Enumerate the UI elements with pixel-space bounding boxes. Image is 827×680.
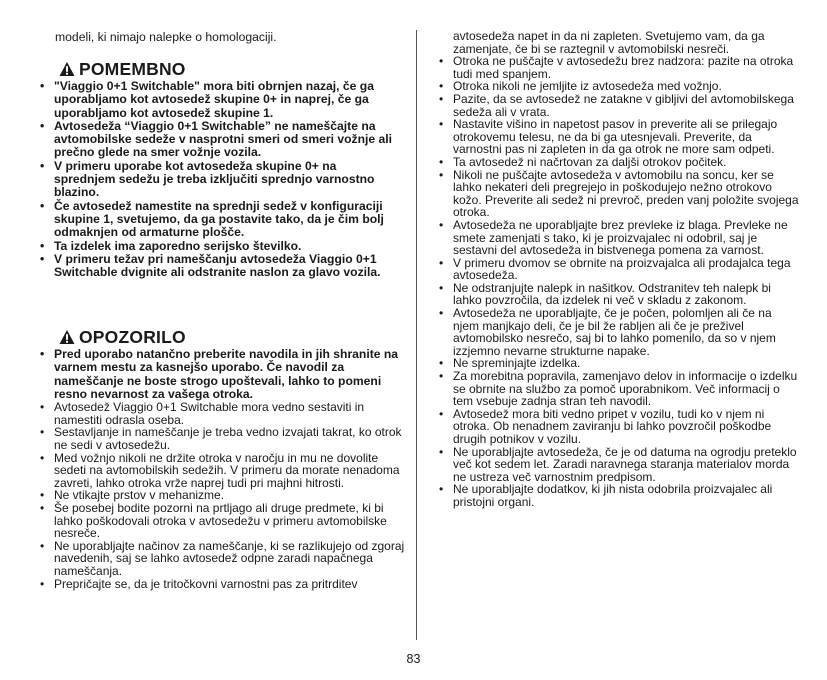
list-item: • Nikoli ne puščajte avtosedeža v avtomobilu na soncu, ker se lahko nekateri deli pregrejejo in poškodujejo nežno otrokovo kožo. Preverite ali sedež ni prevroč, preden vanj položite svojega otroka.	[437, 169, 799, 219]
column-divider	[416, 30, 417, 640]
list-item: • Še posebej bodite pozorni na prtljago ali druge predmete, ki bi lahko poškodovali otroka v avtosedežu v primeru avtomobilske nesreče.	[38, 502, 406, 540]
list-item: • Ne uporabljajte avtosedeža, če je od datuma na ogrodju preteklo več kot sedem let. Zaradi naravnega staranja materialov morda ne ustreza več varnostnim predpisom.	[437, 446, 799, 484]
list-item: • Ne vtikajte prstov v mehanizme.	[38, 489, 406, 502]
warning-list	[38, 348, 406, 590]
list-item: • Otroka nikoli ne jemljite iz avtosedeža med vožnjo.	[437, 80, 799, 93]
list-item: • Avtosedeža ne uporabljajte, če je počen, polomljen ali če na njem manjkajo deli, če je bil že rabljen ali če je preživel avtomobilsko nesrečo, saj bi to lahko pomenilo, da so v njem izzjemno nevarne strukturne napake.	[437, 307, 799, 357]
warning-triangle-icon	[59, 329, 75, 345]
list-item: • Avtosedež Viaggio 0+1 Switchable mora vedno sestaviti in namestiti odrasla oseba.	[38, 401, 406, 426]
list-item-continuation: avtosedeža napet in da ni zapleten. Svetujemo vam, da ga zamenjate, če bi se raztegnil v avtomobilski nesreči.	[453, 29, 765, 56]
list-item: • Nastavite višino in napetost pasov in preverite ali se prilegajo otrokovemu telesu, ne da bi ga utesnjevali. Preverite, da varnostni pas ni zapleten in da ga otrok ne more sam odpeti.	[437, 118, 799, 156]
list-item: • Ne spreminjajte izdelka.	[437, 357, 799, 370]
list-item: • Ta avtosedež ni načrtovan za daljši otrokov počitek.	[437, 156, 799, 169]
important-heading-text: POMEMBNO	[79, 59, 186, 79]
list-item: • V primeru dvomov se obrnite na proizvajalca ali prodajalca tega avtosedeža.	[437, 257, 799, 282]
list-item: • Pazite, da se avtosedež ne zatakne v gibljivi del avtomobilskega sedeža ali v vrata.	[437, 93, 799, 118]
list-item: • Avtosedeža ne uporabljajte brez prevleke iz blaga. Prevleke ne smete zamenjati s tako, ki je proizvajalec ni odobril, saj je sestavni del avtosedeža in bistvenega pomena za varnost.	[437, 219, 799, 257]
intro-text: modeli, ki nimajo nalepke o homologaciji.	[55, 30, 277, 44]
list-item: • Sestavljanje in nameščanje je treba vedno izvajati takrat, ko otrok ne sedi v avtosedežu.	[38, 426, 406, 451]
list-item: • Ne uporabljajte načinov za nameščanje, ki se razlikujejo od zgoraj navedenih, saj se lahko avtosedež odpne zaradi napačnega nameščanja.	[38, 540, 406, 578]
list-item: • "Viaggio 0+1 Switchable" mora biti obrnjen nazaj, če ga uporabljamo kot avtosedež skupine 0+ in naprej, če ga uporabljamo kot avtosedež skupine 1.	[38, 80, 398, 120]
list-item: • Otroka ne puščajte v avtosedežu brez nadzora: pazite na otroka tudi med spanjem.	[437, 55, 799, 80]
list-item: • V primeru uporabe kot avtosedeža skupine 0+ na sprednjem sedežu je treba izključiti sprednjo varnostno blazino.	[38, 160, 398, 200]
list-item: • Prepričajte se, da je tritočkovni varnostni pas za pritrditev	[38, 578, 406, 591]
warning-heading-text: OPOZORILO	[79, 327, 186, 347]
list-item: • Za morebitna popravila, zamenjavo delov in informacije o izdelku se obrnite na službo za pomoč uporabnikom. Več informacij o tem vsebuje zadnja stran teh navodil.	[437, 370, 799, 408]
list-item: • Avtosedeža “Viaggio 0+1 Switchable” ne nameščajte na avtomobilske sedeže v nasprotni smeri od smeri vožnje ali prečno glede na smer vožnje vozila.	[38, 120, 398, 160]
important-list	[38, 80, 398, 279]
page-number: 83	[406, 652, 421, 666]
important-heading	[59, 59, 186, 79]
list-item: • V primeru težav pri nameščanju avtosedeža Viaggio 0+1 Switchable dvignite ali odstranite naslon za glavo vozila.	[38, 253, 398, 280]
warning-heading	[59, 327, 186, 347]
warning-triangle-icon	[59, 61, 75, 77]
list-item: • Če avtosedež namestite na sprednji sedež v konfiguraciji skupine 1, svetujemo, da ga postavite tako, da je čim bolj odmaknjen od armaturne plošče.	[38, 200, 398, 240]
list-item: • Ne odstranjujte nalepk in našitkov. Odstranitev teh nalepk bi lahko povzročila, da izdelek ni več v skladu z zakonom.	[437, 282, 799, 307]
list-item: • Avtosedež mora biti vedno pripet v vozilu, tudi ko v njem ni otroka. Ob nenadnem zaviranju bi lahko povzročil poškodbe drugih potnikov v vozilu.	[437, 408, 799, 446]
list-item: • Ta izdelek ima zaporedno serijsko številko.	[38, 240, 398, 253]
list-item: • Pred uporabo natančno preberite navodila in jih shranite na varnem mestu za kasnejšo uporabo. Če navodil za nameščanje ne boste strogo upoštevali, lahko to pomeni resno nevarnost za vašega otroka.	[38, 348, 406, 401]
list-item: • Ne uporabljajte dodatkov, ki jih nista odobrila proizvajalec ali pristojni organi.	[437, 483, 799, 508]
right-list	[437, 30, 799, 509]
list-item: • Med vožnjo nikoli ne držite otroka v naročju in mu ne dovolite sedeti na avtomobilskih sedežih. V primeru da morate nenadoma zavreti, lahko otroka vrže naprej tudi pri majhni hitrosti.	[38, 452, 406, 490]
